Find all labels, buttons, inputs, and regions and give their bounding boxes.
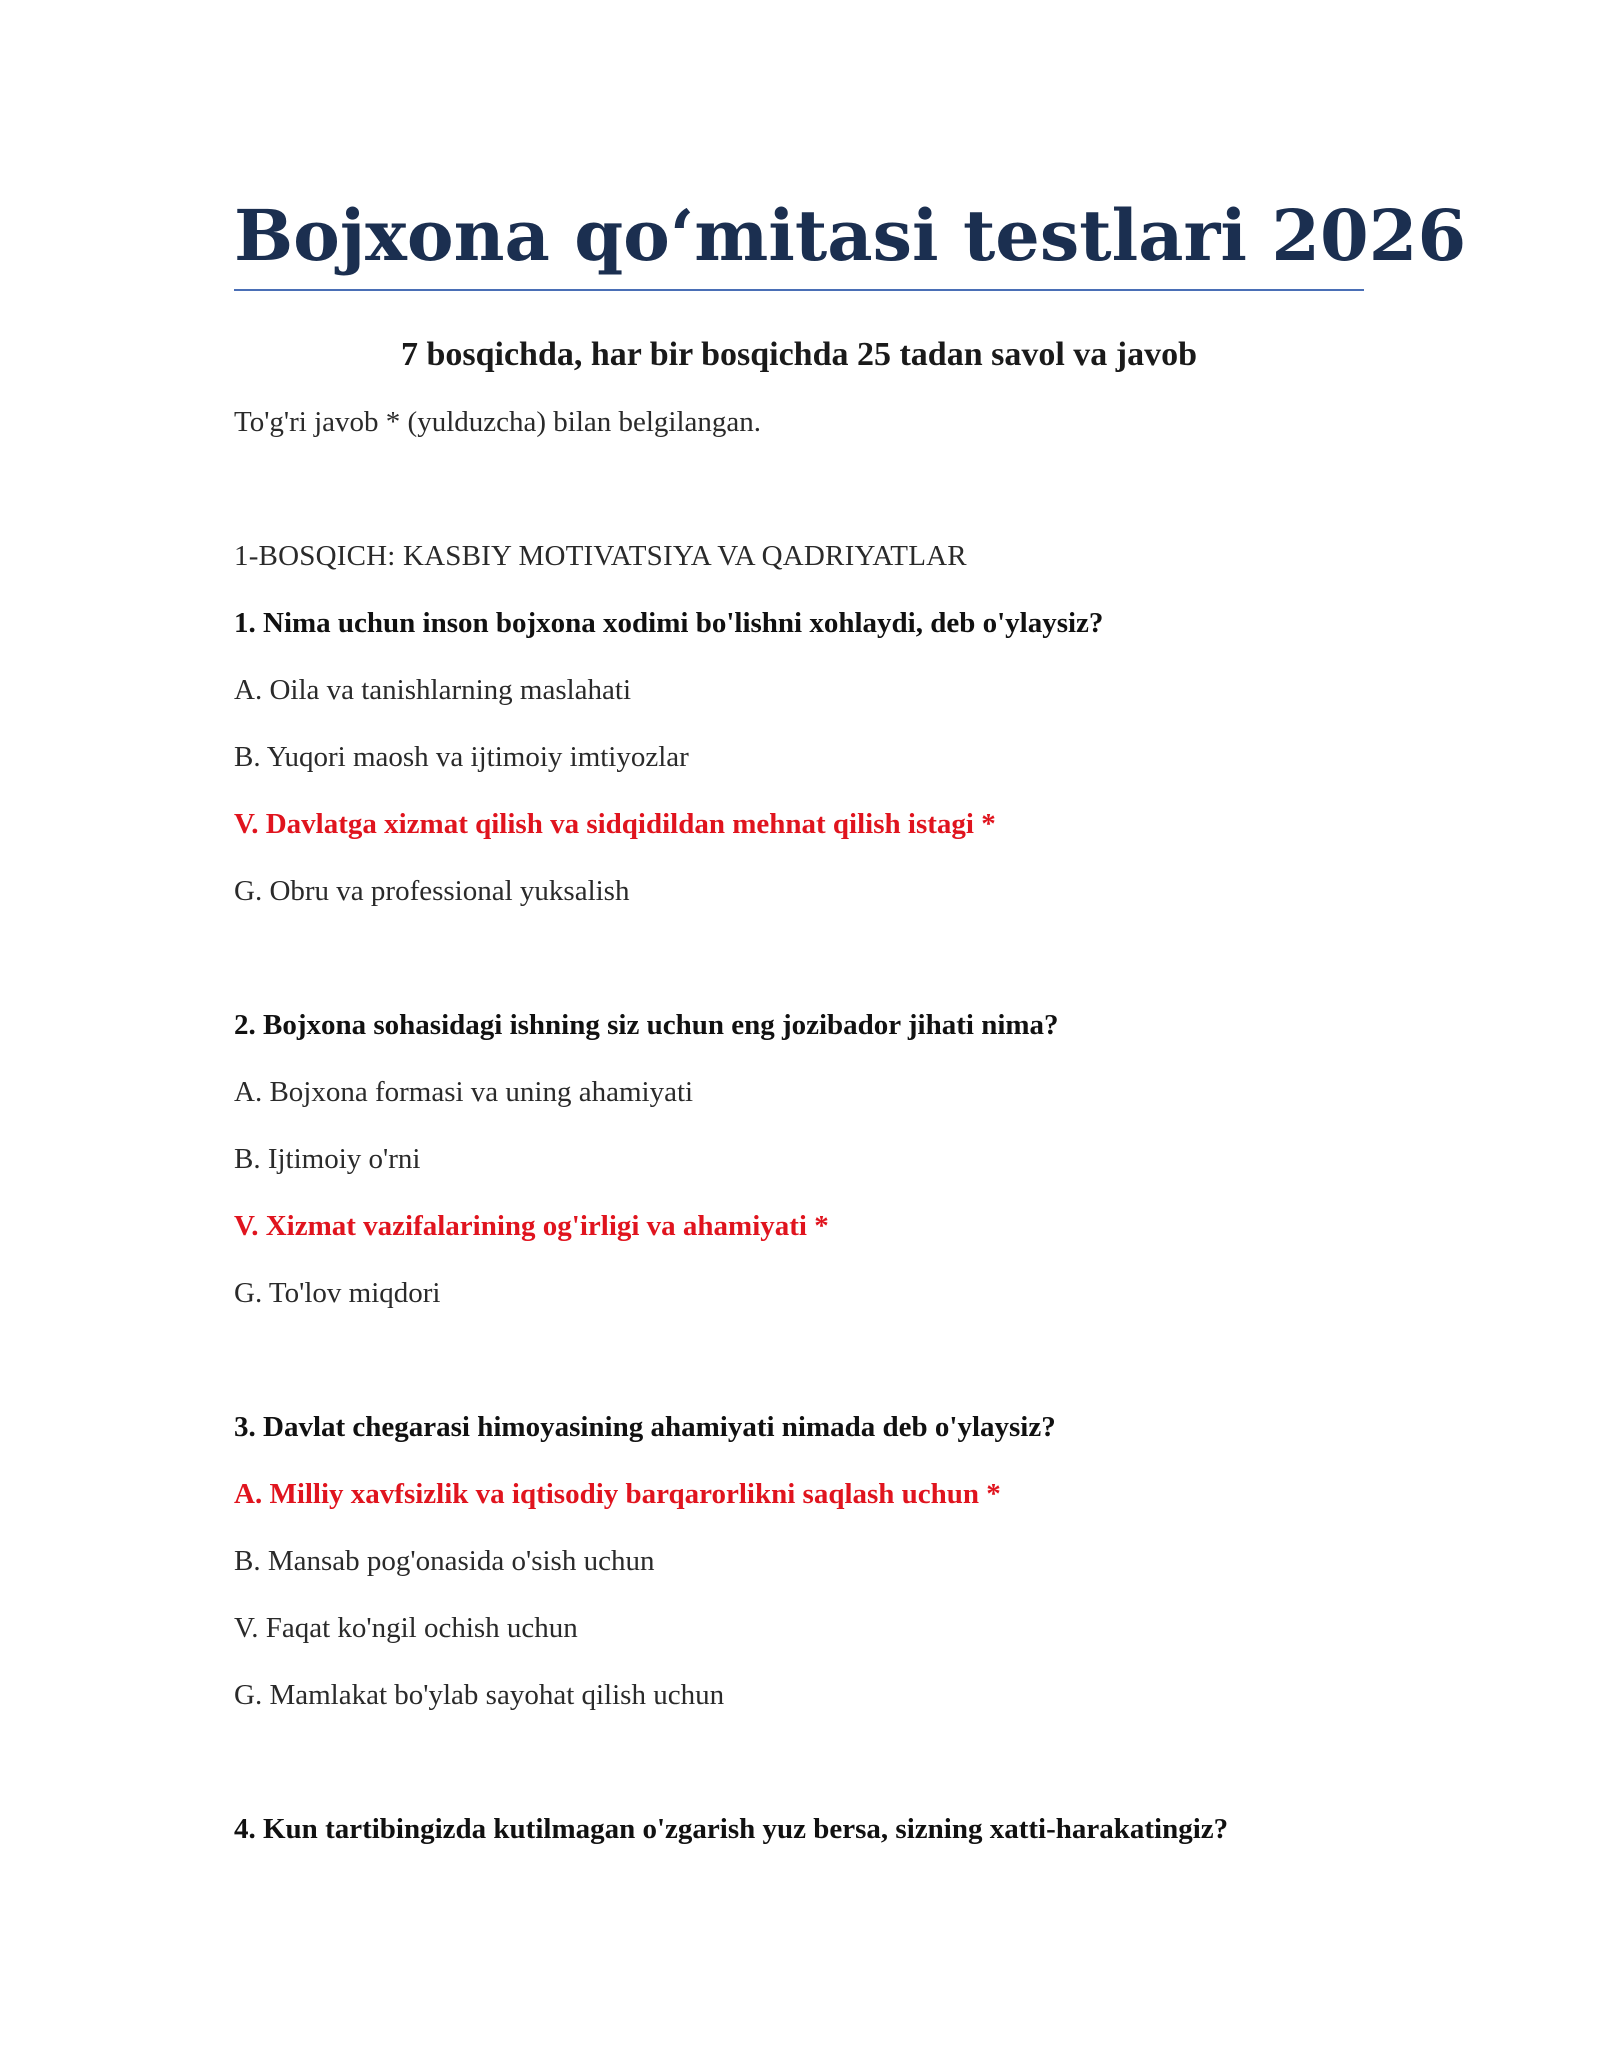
question-4: 4. Kun tartibingizda kutilmagan o'zgarish yuz bersa, sizning xatti-harakatingiz? [234,1813,1229,1845]
document-title: Bojxona qo‘mitasi testlari 2026 [234,194,1467,277]
title-underline [234,289,1364,291]
section-heading: 1-BOSQICH: KASBIY MOTIVATSIYA VA QADRIYATLAR [234,540,967,572]
question-3-option-v: V. Faqat ko'ngil ochish uchun [234,1612,578,1644]
question-2: 2. Bojxona sohasidagi ishning siz uchun eng jozibador jihati nima? [234,1009,1059,1041]
question-1: 1. Nima uchun inson bojxona xodimi bo'lishni xohlaydi, deb o'ylaysiz? [234,607,1104,639]
answer-key-note: To'g'ri javob * (yulduzcha) bilan belgilangan. [234,406,762,438]
question-1-option-g: G. Obru va professional yuksalish [234,875,630,907]
question-1-option-b: B. Yuqori maosh va ijtimoiy imtiyozlar [234,741,689,773]
document-subtitle: 7 bosqichda, har bir bosqichda 25 tadan savol va javob [400,336,1198,373]
question-2-option-b: B. Ijtimoiy o'rni [234,1143,421,1175]
question-2-option-a: A. Bojxona formasi va uning ahamiyati [234,1076,694,1108]
document-page [234,0,1467,2070]
question-3-option-g: G. Mamlakat bo'ylab sayohat qilish uchun [234,1679,725,1711]
question-1-option-a: A. Oila va tanishlarning maslahati [234,674,632,706]
question-3: 3. Davlat chegarasi himoyasining ahamiyati nimada deb o'ylaysiz? [234,1411,1056,1443]
question-1-option-v-correct: V. Davlatga xizmat qilish va sidqidildan mehnat qilish istagi * [234,808,996,840]
question-3-option-b: B. Mansab pog'onasida o'sish uchun [234,1545,655,1577]
question-3-option-a-correct: A. Milliy xavfsizlik va iqtisodiy barqarorlikni saqlash uchun * [234,1478,1001,1510]
question-2-option-v-correct: V. Xizmat vazifalarining og'irligi va ahamiyati * [234,1210,829,1242]
question-2-option-g: G. To'lov miqdori [234,1277,441,1309]
